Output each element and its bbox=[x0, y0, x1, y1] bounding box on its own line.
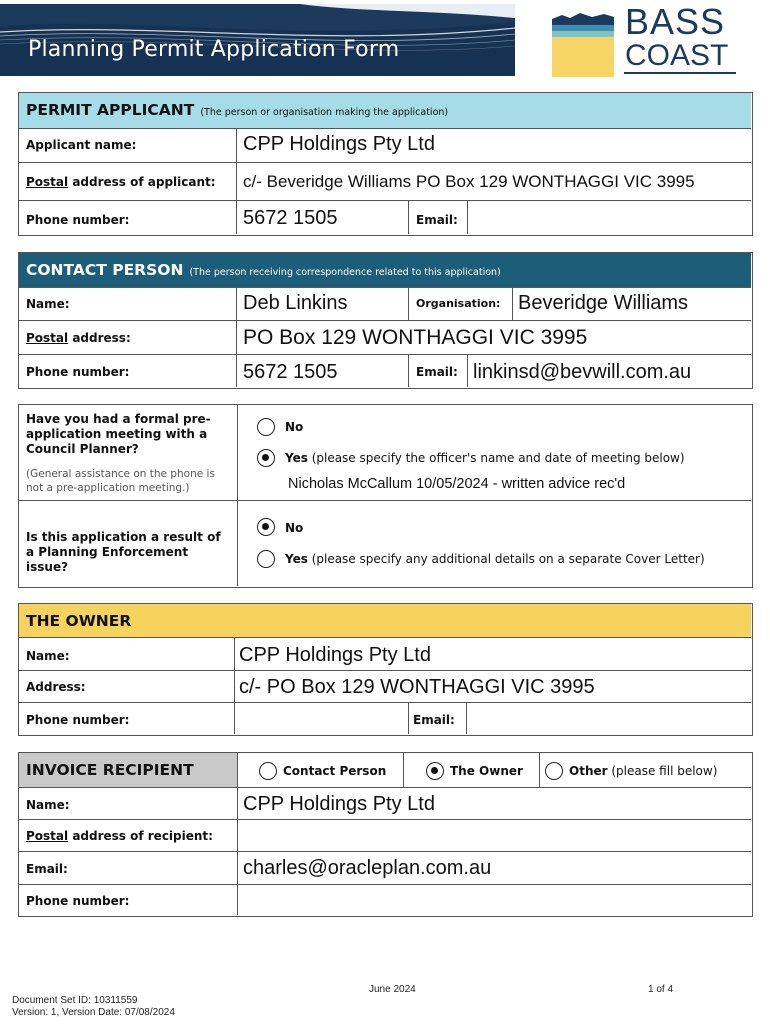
section-note: (The person receiving correspondence related to this application) bbox=[189, 267, 501, 278]
applicant-name-field[interactable]: CPP Holdings Pty Ltd bbox=[243, 133, 435, 155]
contact-name-field[interactable]: Deb Linkins bbox=[243, 292, 348, 314]
invoice-name-label: Name: bbox=[26, 798, 70, 812]
contact-org-label: Organisation: bbox=[416, 297, 501, 310]
footer-version: Version: 1, Version Date: 07/08/2024 bbox=[12, 1007, 175, 1018]
logo-text-coast: COAST bbox=[625, 39, 729, 72]
q2-yes-radio[interactable] bbox=[257, 550, 275, 568]
logo-underline bbox=[624, 72, 736, 74]
applicant-phone-field[interactable]: 5672 1505 bbox=[243, 207, 338, 229]
q1-yes-radio[interactable] bbox=[257, 449, 275, 467]
applicant-name-label: Applicant name: bbox=[26, 138, 137, 152]
contact-phone-label: Phone number: bbox=[26, 365, 130, 379]
applicant-phone-label: Phone number: bbox=[26, 213, 130, 227]
owner-name-field[interactable]: CPP Holdings Pty Ltd bbox=[239, 644, 431, 666]
page-title: Planning Permit Application Form bbox=[28, 37, 400, 62]
invoice-phone-label: Phone number: bbox=[26, 894, 130, 908]
q2-no-label: No bbox=[285, 521, 304, 535]
contact-name-label: Name: bbox=[26, 297, 70, 311]
invoice-contact-person-radio[interactable] bbox=[259, 762, 277, 780]
contact-person-header bbox=[19, 253, 751, 288]
invoice-email-label: Email: bbox=[26, 862, 68, 876]
permit-applicant-header bbox=[19, 93, 751, 129]
q1-no-label: No bbox=[285, 420, 304, 434]
invoice-contact-person-label: Contact Person bbox=[283, 764, 387, 778]
section-heading: PERMIT APPLICANT bbox=[26, 101, 195, 119]
logo-landscape-icon bbox=[552, 5, 614, 77]
invoice-other-label: Other (please fill below) bbox=[569, 764, 718, 778]
section-heading: INVOICE RECIPIENT bbox=[26, 761, 194, 779]
invoice-postal-label: Postal address of recipient: bbox=[26, 829, 213, 843]
owner-email-label: Email: bbox=[413, 713, 455, 727]
footer-date: June 2024 bbox=[369, 984, 416, 995]
owner-address-field[interactable]: c/- PO Box 129 WONTHAGGI VIC 3995 bbox=[239, 676, 595, 698]
applicant-email-label: Email: bbox=[416, 213, 458, 227]
contact-email-field[interactable]: linkinsd@bevwill.com.au bbox=[473, 361, 692, 383]
footer-page-number: 1 of 4 bbox=[648, 984, 674, 995]
contact-email-label: Email: bbox=[416, 365, 458, 379]
invoice-recipient-header bbox=[19, 753, 237, 788]
section-note: (The person or organisation making the application) bbox=[200, 107, 449, 118]
footer-document-id: Document Set ID: 10311559 bbox=[12, 995, 138, 1006]
invoice-name-field[interactable]: CPP Holdings Pty Ltd bbox=[243, 793, 435, 815]
owner-name-label: Name: bbox=[26, 649, 70, 663]
invoice-other-radio[interactable] bbox=[545, 762, 563, 780]
q2-yes-label: Yes (please specify any additional details on a separate Cover Letter) bbox=[285, 552, 705, 566]
logo-text-bass: BASS bbox=[625, 1, 726, 42]
owner-phone-label: Phone number: bbox=[26, 713, 130, 727]
contact-phone-field[interactable]: 5672 1505 bbox=[243, 361, 338, 383]
section-heading: CONTACT PERSON bbox=[26, 261, 184, 279]
applicant-postal-label: Postal address of applicant: bbox=[26, 175, 216, 189]
q1-yes-label: Yes (please specify the officer's name and date of meeting below) bbox=[285, 451, 685, 465]
logo-graphic bbox=[552, 5, 614, 77]
contact-postal-label: Postal address: bbox=[26, 331, 131, 345]
contact-org-field[interactable]: Beveridge Williams bbox=[518, 292, 689, 314]
applicant-postal-field[interactable]: c/- Beveridge Williams PO Box 129 WONTHAGGI VIC 3995 bbox=[243, 172, 695, 191]
enforcement-question: Is this application a result of a Planning Enforcement issue? bbox=[26, 530, 221, 574]
invoice-owner-label: The Owner bbox=[450, 764, 523, 778]
q2-no-radio[interactable] bbox=[257, 518, 275, 536]
owner-header bbox=[19, 604, 751, 638]
owner-address-label: Address: bbox=[26, 680, 86, 694]
pre-application-note: (General assistance on the phone is not a pre-application meeting.) bbox=[26, 468, 215, 494]
q1-no-radio[interactable] bbox=[257, 418, 275, 436]
contact-postal-field[interactable]: PO Box 129 WONTHAGGI VIC 3995 bbox=[243, 326, 588, 349]
invoice-owner-radio[interactable] bbox=[426, 762, 444, 780]
invoice-email-field[interactable]: charles@oracleplan.com.au bbox=[243, 857, 492, 879]
q1-officer-details-field[interactable]: Nicholas McCallum 10/05/2024 - written advice rec'd bbox=[288, 476, 626, 492]
pre-application-question: Have you had a formal pre-application meeting with a Council Planner? bbox=[26, 412, 211, 456]
section-heading: THE OWNER bbox=[26, 612, 132, 630]
